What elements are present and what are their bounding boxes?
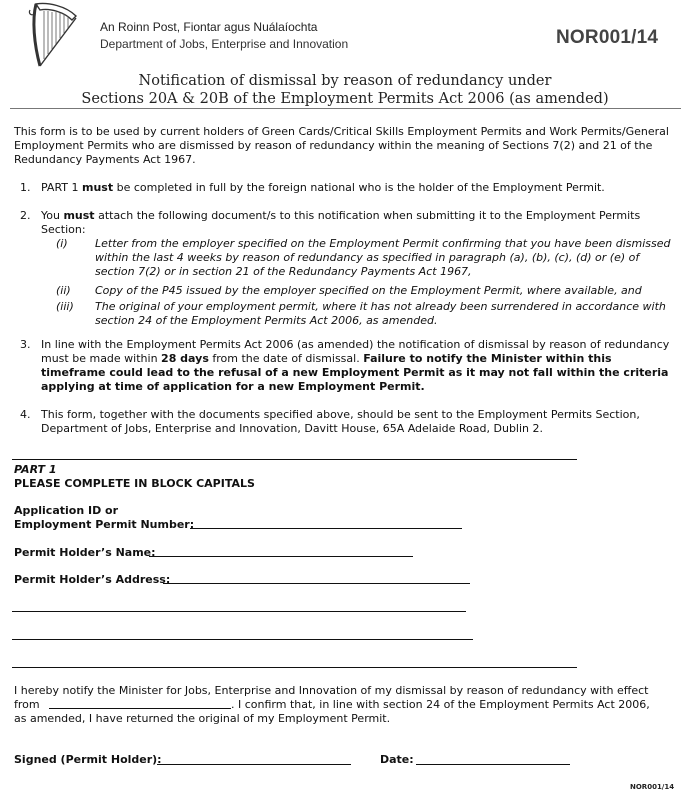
harp-icon <box>26 0 82 70</box>
instruction-item-4: This form, together with the documents specified above, should be sent to the Employment Permits Section, Department of Jobs, Enterprise and Innovation, Davitt House, 65A Adelaide Road, Dublin 2. <box>41 408 640 435</box>
item-number: 1. <box>20 181 31 194</box>
permit-holder-name-label: Permit Holder’s Name: <box>14 546 156 559</box>
sub-item-text: Copy of the P45 issued by the employer specified on the Employment Permit, where available, and <box>95 284 642 297</box>
declaration-line-3: as amended, I have returned the original of my Employment Permit. <box>14 712 391 725</box>
instruction-item-2: You must attach the following document/s to this notification when submitting it to the Employment Permits Section: <box>41 209 641 236</box>
instruction-item-3: In line with the Employment Permits Act 2006 (as amended) the notification of dismissal by reason of redundancy must be made within 28 days from the date of dismissal. Failure to notify the Minister within this timeframe could lead to the refusal of a new Employment Permit as it may not fall within the criteria applying at time of application for a new Employment Permit. <box>41 338 670 393</box>
date-field[interactable] <box>416 764 570 765</box>
sub-item-text: The original of your employment permit, where it has not already been surrendered in accordance with section 24 of the Employment Permits Act 2006, as amended. <box>95 300 666 327</box>
declaration-from-label: from <box>14 698 40 711</box>
signature-label: Signed (Permit Holder): <box>14 753 162 766</box>
permit-holder-address-field-line-3[interactable] <box>12 639 473 640</box>
employment-permit-number-field[interactable] <box>190 528 462 529</box>
item-number: 2. <box>20 209 31 222</box>
part-1-divider <box>12 459 577 460</box>
form-title-line-1: Notification of dismissal by reason of redundancy under <box>138 73 552 89</box>
part-1-label: PART 1 <box>14 463 57 476</box>
form-code: NOR001/14 <box>556 27 659 48</box>
signature-field[interactable] <box>157 764 351 765</box>
application-id-label: Application ID or <box>14 504 119 517</box>
form-title <box>0 72 690 108</box>
block-capitals-instruction: PLEASE COMPLETE IN BLOCK CAPITALS <box>14 477 255 490</box>
item-number: 3. <box>20 338 31 351</box>
department-name-english: Department of Jobs, Enterprise and Innovation <box>100 37 349 51</box>
sub-item-label: (ii) <box>56 284 71 297</box>
declaration-confirmation: . I confirm that, in line with section 24 of the Employment Permits Act 2006, <box>231 698 650 711</box>
permit-holder-address-field-line-4[interactable] <box>12 667 577 668</box>
sub-item-label: (i) <box>56 237 68 250</box>
dismissal-date-field[interactable] <box>49 708 231 709</box>
sub-item-text: Letter from the employer specified on the Employment Permit confirming that you have been dismissed within the last 4 weeks by reason of redundancy as specified in paragraph (a), (b), (c), (d) or (e) of section 7(2) or in section 21 of the Redundancy Payments Act 1967, <box>95 237 671 278</box>
permit-holder-address-field-line-2[interactable] <box>12 611 466 612</box>
item-number: 4. <box>20 408 31 421</box>
permit-holder-address-field[interactable] <box>163 583 470 584</box>
permit-holder-name-field[interactable] <box>149 556 413 557</box>
declaration-line-1: I hereby notify the Minister for Jobs, Enterprise and Innovation of my dismissal by reason of redundancy with effect <box>14 684 649 697</box>
form-title-line-2: Sections 20A & 20B of the Employment Permits Act 2006 (as amended) <box>81 91 609 107</box>
instruction-item-1: PART 1 must be completed in full by the foreign national who is the holder of the Employment Permit. <box>41 181 605 194</box>
intro-paragraph: This form is to be used by current holders of Green Cards/Critical Skills Employment Permits and Work Permits/General Employment Permits who are dismissed by reason of redundancy within the meaning of Sections 7(2) and 21 of the Redundancy Payments Act 1967. <box>14 125 669 166</box>
permit-holder-address-label: Permit Holder’s Address: <box>14 573 171 586</box>
employment-permit-number-label: Employment Permit Number: <box>14 518 195 531</box>
footer-form-code: NOR001/14 <box>630 783 675 791</box>
sub-item-label: (iii) <box>56 300 74 313</box>
date-label: Date: <box>380 753 414 766</box>
title-divider <box>10 108 681 109</box>
department-name-irish: An Roinn Post, Fiontar agus Nuálaíochta <box>100 20 318 34</box>
